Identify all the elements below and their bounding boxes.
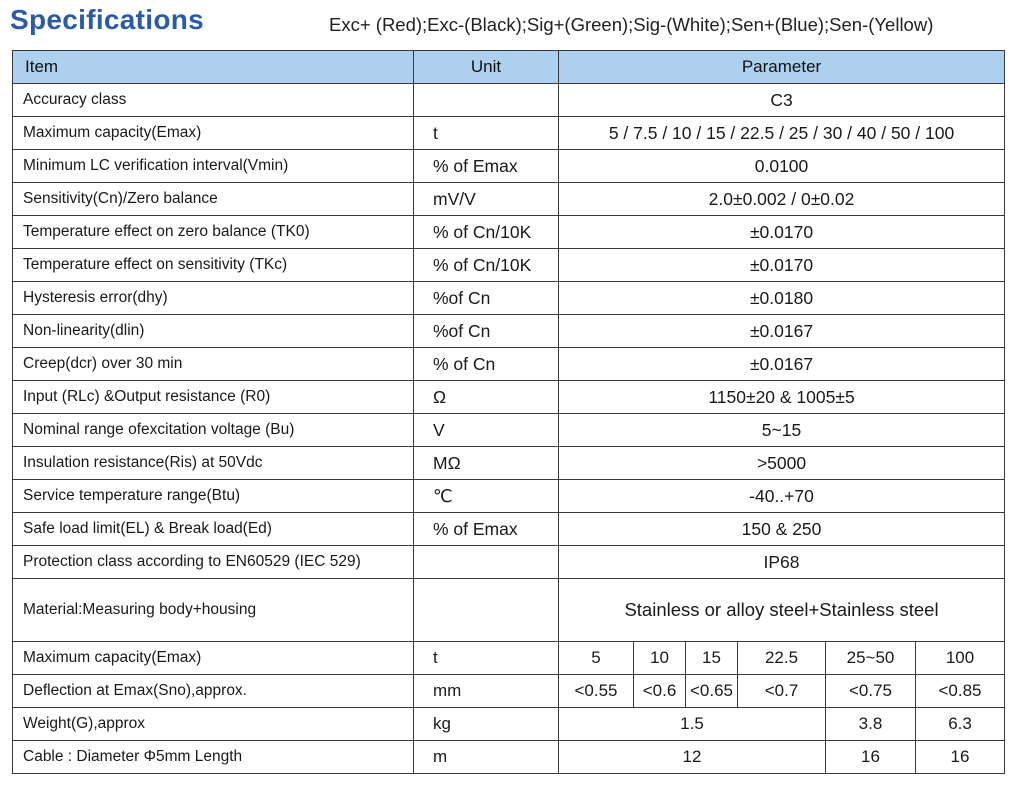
row-parameter: 5~15 [559, 414, 1005, 447]
deflection-value: <0.6 [634, 675, 686, 708]
capacity-value: 25~50 [826, 642, 916, 675]
row-item: Creep(dcr) over 30 min [13, 348, 414, 381]
row-unit: % of Emax [414, 513, 559, 546]
page-title: Specifications [10, 4, 205, 35]
row-item: Maximum capacity(Emax) [13, 117, 414, 150]
row-item: Hysteresis error(dhy) [13, 282, 414, 315]
deflection-value: <0.65 [686, 675, 738, 708]
row-unit [414, 546, 559, 579]
weight-value: 6.3 [916, 708, 1005, 741]
table-row [13, 216, 1005, 249]
row-unit: % of Emax [414, 150, 559, 183]
row-item: Service temperature range(Btu) [13, 480, 414, 513]
row-parameter: ±0.0170 [559, 216, 1005, 249]
deflection-value: <0.85 [916, 675, 1005, 708]
row-unit: %of Cn [414, 282, 559, 315]
capacity-value: 100 [916, 642, 1005, 675]
row-unit: ℃ [414, 480, 559, 513]
table-row [13, 183, 1005, 216]
cable-value: 16 [826, 741, 916, 774]
row-unit: % of Cn/10K [414, 249, 559, 282]
capacity-value: 10 [634, 642, 686, 675]
row-item: Protection class according to EN60529 (IEC 529) [13, 546, 414, 579]
row-parameter: ±0.0170 [559, 249, 1005, 282]
specifications-table [12, 50, 1005, 774]
table-row [13, 447, 1005, 480]
table-row [13, 150, 1005, 183]
row-unit: V [414, 414, 559, 447]
row-parameter: 150 & 250 [559, 513, 1005, 546]
row-unit [414, 579, 559, 642]
row-unit: mV/V [414, 183, 559, 216]
row-unit: MΩ [414, 447, 559, 480]
row-parameter: ±0.0167 [559, 348, 1005, 381]
row-unit: % of Cn [414, 348, 559, 381]
header-item: Item [13, 51, 414, 84]
row-parameter: >5000 [559, 447, 1005, 480]
capacity-value: 5 [559, 642, 634, 675]
row-item: Nominal range ofexcitation voltage (Bu) [13, 414, 414, 447]
table-row [13, 546, 1005, 579]
row-item: Safe load limit(EL) & Break load(Ed) [13, 513, 414, 546]
row-unit: m [414, 741, 559, 774]
row-parameter: IP68 [559, 546, 1005, 579]
row-item: Minimum LC verification interval(Vmin) [13, 150, 414, 183]
cable-value: 12 [559, 741, 826, 774]
row-unit: t [414, 117, 559, 150]
capacity-row [13, 642, 1005, 675]
row-parameter: 5 / 7.5 / 10 / 15 / 22.5 / 25 / 30 / 40 / 50 / 100 [559, 117, 1005, 150]
row-parameter: ±0.0180 [559, 282, 1005, 315]
capacity-value: 22.5 [738, 642, 826, 675]
row-unit [414, 84, 559, 117]
header-unit: Unit [414, 51, 559, 84]
row-item: Temperature effect on sensitivity (TKc) [13, 249, 414, 282]
row-parameter: C3 [559, 84, 1005, 117]
table-row [13, 381, 1005, 414]
weight-value: 3.8 [826, 708, 916, 741]
row-item: Input (RLc) &Output resistance (R0) [13, 381, 414, 414]
table-row [13, 117, 1005, 150]
table-row [13, 579, 1005, 642]
table-row [13, 348, 1005, 381]
row-parameter: 2.0±0.002 / 0±0.02 [559, 183, 1005, 216]
weight-value: 1.5 [559, 708, 826, 741]
row-item: Insulation resistance(Ris) at 50Vdc [13, 447, 414, 480]
row-item: Non-linearity(dlin) [13, 315, 414, 348]
header-parameter: Parameter [559, 51, 1005, 84]
cable-row [13, 741, 1005, 774]
row-unit: Ω [414, 381, 559, 414]
table-header-row [13, 51, 1005, 84]
table-row [13, 414, 1005, 447]
row-unit: % of Cn/10K [414, 216, 559, 249]
row-item: Temperature effect on zero balance (TK0) [13, 216, 414, 249]
wiring-legend: Exc+ (Red);Exc-(Black);Sig+(Green);Sig-(White);Sen+(Blue);Sen-(Yellow) [329, 14, 934, 35]
deflection-row [13, 675, 1005, 708]
table-row [13, 315, 1005, 348]
table-row [13, 513, 1005, 546]
deflection-value: <0.7 [738, 675, 826, 708]
row-unit: t [414, 642, 559, 675]
table-row [13, 249, 1005, 282]
deflection-value: <0.75 [826, 675, 916, 708]
row-unit: kg [414, 708, 559, 741]
row-item: Accuracy class [13, 84, 414, 117]
row-item: Cable : Diameter Φ5mm Length [13, 741, 414, 774]
row-item: Sensitivity(Cn)/Zero balance [13, 183, 414, 216]
deflection-value: <0.55 [559, 675, 634, 708]
row-unit: mm [414, 675, 559, 708]
row-parameter: Stainless or alloy steel+Stainless steel [559, 579, 1005, 642]
row-unit: %of Cn [414, 315, 559, 348]
row-item: Weight(G),approx [13, 708, 414, 741]
table-row [13, 282, 1005, 315]
table-row [13, 480, 1005, 513]
row-parameter: 0.0100 [559, 150, 1005, 183]
row-item: Material:Measuring body+housing [13, 579, 414, 642]
row-parameter: ±0.0167 [559, 315, 1005, 348]
weight-row [13, 708, 1005, 741]
cable-value: 16 [916, 741, 1005, 774]
table-row [13, 84, 1005, 117]
row-item: Maximum capacity(Emax) [13, 642, 414, 675]
row-item: Deflection at Emax(Sno),approx. [13, 675, 414, 708]
row-parameter: -40..+70 [559, 480, 1005, 513]
row-parameter: 1150±20 & 1005±5 [559, 381, 1005, 414]
capacity-value: 15 [686, 642, 738, 675]
